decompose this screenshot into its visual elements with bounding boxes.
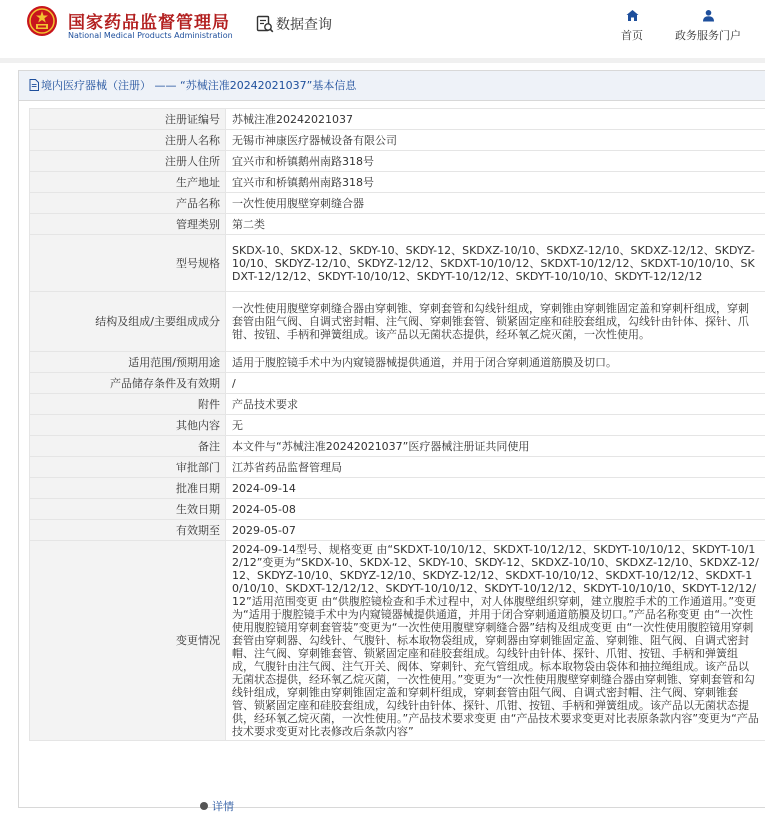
detail-panel xyxy=(18,70,765,808)
table-row xyxy=(30,478,765,499)
table-row xyxy=(30,394,765,415)
field-label: 注册人名称 xyxy=(30,130,226,151)
field-value: 2024-09-14型号、规格变更 由“SKDXT-10/10/12、SKDXT-10/12/12、SKDYT-10/10/12、SKDYT-10/12/12”变更为“SKDX-10、SKDX-12、SKDY-10、SKDY-12、SKDXZ-10/10、SKDXZ-12/10、SKDXZ-12/12、SKDYZ-10/10、SKDYZ-12/10、SKDYZ-12/12、SKDXT-10/10/12、SKDXT-10/12/12、SKDXT-10/10/10、SKDXT-12/12/12、SKDYT-10/10/12、SKDYT-10/12/12、SKDYT-10/10/10、SKDYT-12/12/12”适用范围变更 由“供腹腔镜检查和手术过程中，对人体腹壁组织穿刺，建立腹腔手术的工作通道用。”变更为“适用于腹腔镜手术中为内窥镜器械提供通道，并用于闭合穿刺通道筋膜及切口。”产品名称变更 由“一次性使用腹腔镜用穿刺套管装”变更为“一次性使用腹壁穿刺缝合器”结构及组成变更 由“一次性使用腹腔镜用穿刺套管由穿刺器、勾线针、气腹针、标本取物袋组成，穿刺器由穿刺锥固定盖、穿刺锥、阻气阀、自调式密封帽、注气阀、穿刺锥套管、锁紧固定座和硅胶套组成。勾线针由针体、探针、爪钳、按钮、手柄和弹簧组成，气腹针由注气阀、注气开关、阀体、穿刺针、充气管组成。标本取物袋由袋体和抽拉绳组成。该产品以无菌状态提供，经环氧乙烷灭菌，一次性使用。”变更为“一次性使用腹壁穿刺缝合器由穿刺锥、穿刺套管和勾线针组成，穿刺锥由穿刺锥固定盖和穿刺杆组成，穿刺套管由阻气阀、自调式密封帽、注气阀、穿刺锥套管、锁紧固定座和硅胶套组成，勾线针由针体、探针、爪钳、按钮、手柄和弹簧组成。该产品以无菌状态提供，经环氧乙烷灭菌，一次性使用。”产品技术要求变更 由“产品技术要求变更对比表原条款内容”变更为“产品技术要求变更对比表修改后条款内容” xyxy=(226,541,765,741)
field-value: 苏械注准20242021037 xyxy=(226,109,765,130)
field-value: / xyxy=(226,373,765,394)
header-divider xyxy=(0,58,765,63)
table-row xyxy=(30,499,765,520)
table-row xyxy=(30,109,765,130)
table-row xyxy=(30,235,765,292)
details-link[interactable] xyxy=(200,798,234,814)
field-label: 产品储存条件及有效期 xyxy=(30,373,226,394)
user-icon xyxy=(702,9,715,22)
field-label: 结构及组成/主要组成成分 xyxy=(30,292,226,352)
table-row xyxy=(30,172,765,193)
field-value: 适用于腹腔镜手术中为内窥镜器械提供通道，并用于闭合穿刺通道筋膜及切口。 xyxy=(226,352,765,373)
field-label: 适用范围/预期用途 xyxy=(30,352,226,373)
data-query-icon xyxy=(256,15,274,33)
field-label: 备注 xyxy=(30,436,226,457)
field-label: 注册人住所 xyxy=(30,151,226,172)
nav-home[interactable] xyxy=(618,9,646,43)
field-label: 有效期至 xyxy=(30,520,226,541)
nav-service-label: 政务服务门户 xyxy=(675,29,741,42)
field-value: 第二类 xyxy=(226,214,765,235)
field-value: 2029-05-07 xyxy=(226,520,765,541)
field-value: 宜兴市和桥镇鹅州南路318号 xyxy=(226,151,765,172)
table-row xyxy=(30,130,765,151)
field-label: 生产地址 xyxy=(30,172,226,193)
table-row xyxy=(30,436,765,457)
field-label: 注册证编号 xyxy=(30,109,226,130)
details-link-label: 详情 xyxy=(212,800,234,813)
field-value: SKDX-10、SKDX-12、SKDY-10、SKDY-12、SKDXZ-10/10、SKDXZ-12/10、SKDXZ-12/12、SKDYZ-10/10、SKDYZ-12/10、SKDYZ-12/12、SKDXT-10/10/12、SKDXT-10/12/12、SKDXT-10/10/10、SKDXT-12/12/12、SKDYT-10/10/12、SKDYT-10/12/12、SKDYT-10/10/10、SKDYT-12/12/12 xyxy=(226,235,765,292)
home-icon xyxy=(626,9,639,22)
table-row xyxy=(30,352,765,373)
field-label: 其他内容 xyxy=(30,415,226,436)
document-icon xyxy=(29,73,39,103)
site-header xyxy=(0,0,765,58)
field-label: 变更情况 xyxy=(30,541,226,741)
data-query-label: 数据查询 xyxy=(276,14,332,34)
table-row xyxy=(30,415,765,436)
field-value: 江苏省药品监督管理局 xyxy=(226,457,765,478)
field-label: 附件 xyxy=(30,394,226,415)
field-value: 本文件与“苏械注准20242021037”医疗器械注册证共同使用 xyxy=(226,436,765,457)
field-label: 审批部门 xyxy=(30,457,226,478)
table-row xyxy=(30,193,765,214)
field-value: 产品技术要求 xyxy=(226,394,765,415)
nav-home-label: 首页 xyxy=(621,29,643,42)
panel-title-text: 境内医疗器械（注册） —— “苏械注准20242021037”基本信息 xyxy=(41,79,356,92)
table-row xyxy=(30,373,765,394)
field-value: 一次性使用腹壁穿刺缝合器由穿刺锥、穿刺套管和勾线针组成，穿刺锥由穿刺锥固定盖和穿刺杆组成，穿刺套管由阻气阀、自调式密封帽、注气阀、穿刺锥套管、锁紧固定座和硅胶套组成，勾线针由针体、探针、爪钳、按钮、手柄和弹簧组成。该产品以无菌状态提供，经环氧乙烷灭菌，一次性使用。 xyxy=(226,292,765,352)
national-emblem-icon xyxy=(26,5,58,37)
table-row xyxy=(30,292,765,352)
field-label: 管理类别 xyxy=(30,214,226,235)
data-query-link[interactable] xyxy=(256,14,332,34)
field-value: 无 xyxy=(226,415,765,436)
site-logo-subtitle: National Medical Products Administration xyxy=(68,31,233,40)
field-value: 2024-09-14 xyxy=(226,478,765,499)
site-logo-title[interactable]: 国家药品监督管理局 xyxy=(68,8,230,33)
field-label: 型号规格 xyxy=(30,235,226,292)
table-row xyxy=(30,541,765,741)
panel-title xyxy=(19,71,765,101)
table-row xyxy=(30,457,765,478)
field-label: 批准日期 xyxy=(30,478,226,499)
field-label: 产品名称 xyxy=(30,193,226,214)
table-row xyxy=(30,520,765,541)
field-label: 生效日期 xyxy=(30,499,226,520)
table-row xyxy=(30,151,765,172)
nav-service-portal[interactable] xyxy=(670,9,746,43)
bullet-icon xyxy=(200,802,208,810)
field-value: 2024-05-08 xyxy=(226,499,765,520)
table-row xyxy=(30,214,765,235)
device-info-table xyxy=(29,108,765,741)
field-value: 一次性使用腹壁穿刺缝合器 xyxy=(226,193,765,214)
field-value: 无锡市神康医疗器械设备有限公司 xyxy=(226,130,765,151)
field-value: 宜兴市和桥镇鹅州南路318号 xyxy=(226,172,765,193)
